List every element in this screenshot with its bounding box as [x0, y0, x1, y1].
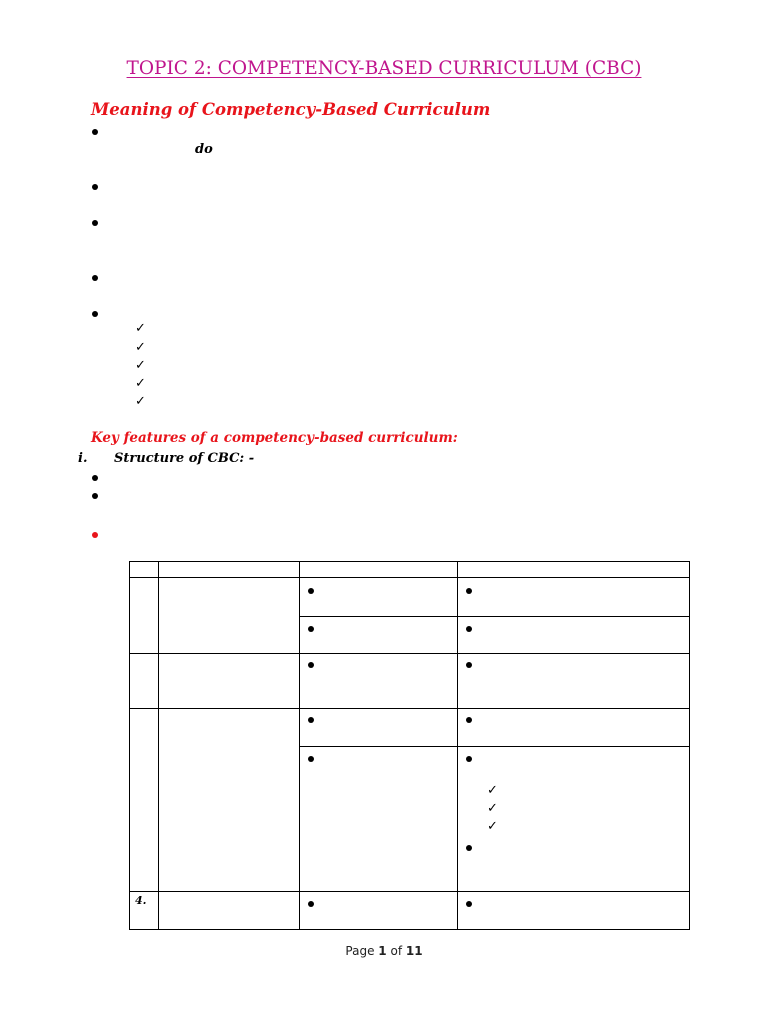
- checkmark-icon: ✓: [135, 376, 146, 391]
- checkmark-icon: ✓: [135, 340, 146, 355]
- table-bullet: [466, 901, 472, 907]
- footer-of-word: of: [390, 944, 403, 958]
- footer-page-word: Page: [345, 944, 375, 958]
- checkmark-icon: ✓: [135, 394, 146, 409]
- table-border: [129, 561, 130, 930]
- table-bullet: [308, 756, 314, 762]
- bullet: [92, 275, 98, 281]
- checkmark-icon: ✓: [135, 321, 146, 336]
- table-bullet: [308, 662, 314, 668]
- table-border: [299, 561, 300, 930]
- structure-label: Structure of CBC: -: [114, 451, 255, 466]
- bullet: [92, 129, 98, 135]
- table-border: [129, 891, 690, 892]
- bullet: [92, 493, 98, 499]
- meaning-heading: Meaning of Competency-Based Curriculum: [91, 100, 491, 119]
- bullet: [92, 220, 98, 226]
- checkmark-icon: ✓: [135, 358, 146, 373]
- table-bullet: [308, 626, 314, 632]
- table-bullet: [466, 662, 472, 668]
- table-border: [158, 561, 159, 930]
- table-border: [457, 561, 458, 930]
- page-footer: [0, 944, 768, 958]
- table-border: [129, 561, 690, 562]
- table-border: [129, 708, 690, 709]
- footer-page-current: 1: [378, 944, 387, 958]
- table-bullet: [308, 901, 314, 907]
- bullet: [92, 311, 98, 317]
- bullet: [92, 184, 98, 190]
- page-title: TOPIC 2: COMPETENCY-BASED CURRICULUM (CBC): [126, 58, 642, 79]
- word-do: do: [195, 142, 213, 157]
- table-border: [299, 616, 690, 617]
- table-bullet: [466, 717, 472, 723]
- table-border: [129, 929, 690, 930]
- table-bullet: [308, 717, 314, 723]
- table-bullet: [466, 626, 472, 632]
- table-bullet: [466, 588, 472, 594]
- red-bullet: [92, 532, 98, 538]
- table-border: [129, 577, 690, 578]
- table-bullet: [466, 756, 472, 762]
- checkmark-icon: ✓: [487, 819, 498, 834]
- checkmark-icon: ✓: [487, 801, 498, 816]
- table-bullet: [466, 845, 472, 851]
- table-border: [129, 653, 690, 654]
- item-marker: i.: [78, 451, 88, 466]
- features-heading: Key features of a competency-based curriculum:: [91, 430, 458, 446]
- table-border: [299, 746, 690, 747]
- table-border: [689, 561, 690, 930]
- footer-page-total: 11: [405, 944, 423, 958]
- table-bullet: [308, 588, 314, 594]
- row-number: 4.: [135, 894, 147, 907]
- bullet: [92, 475, 98, 481]
- checkmark-icon: ✓: [487, 783, 498, 798]
